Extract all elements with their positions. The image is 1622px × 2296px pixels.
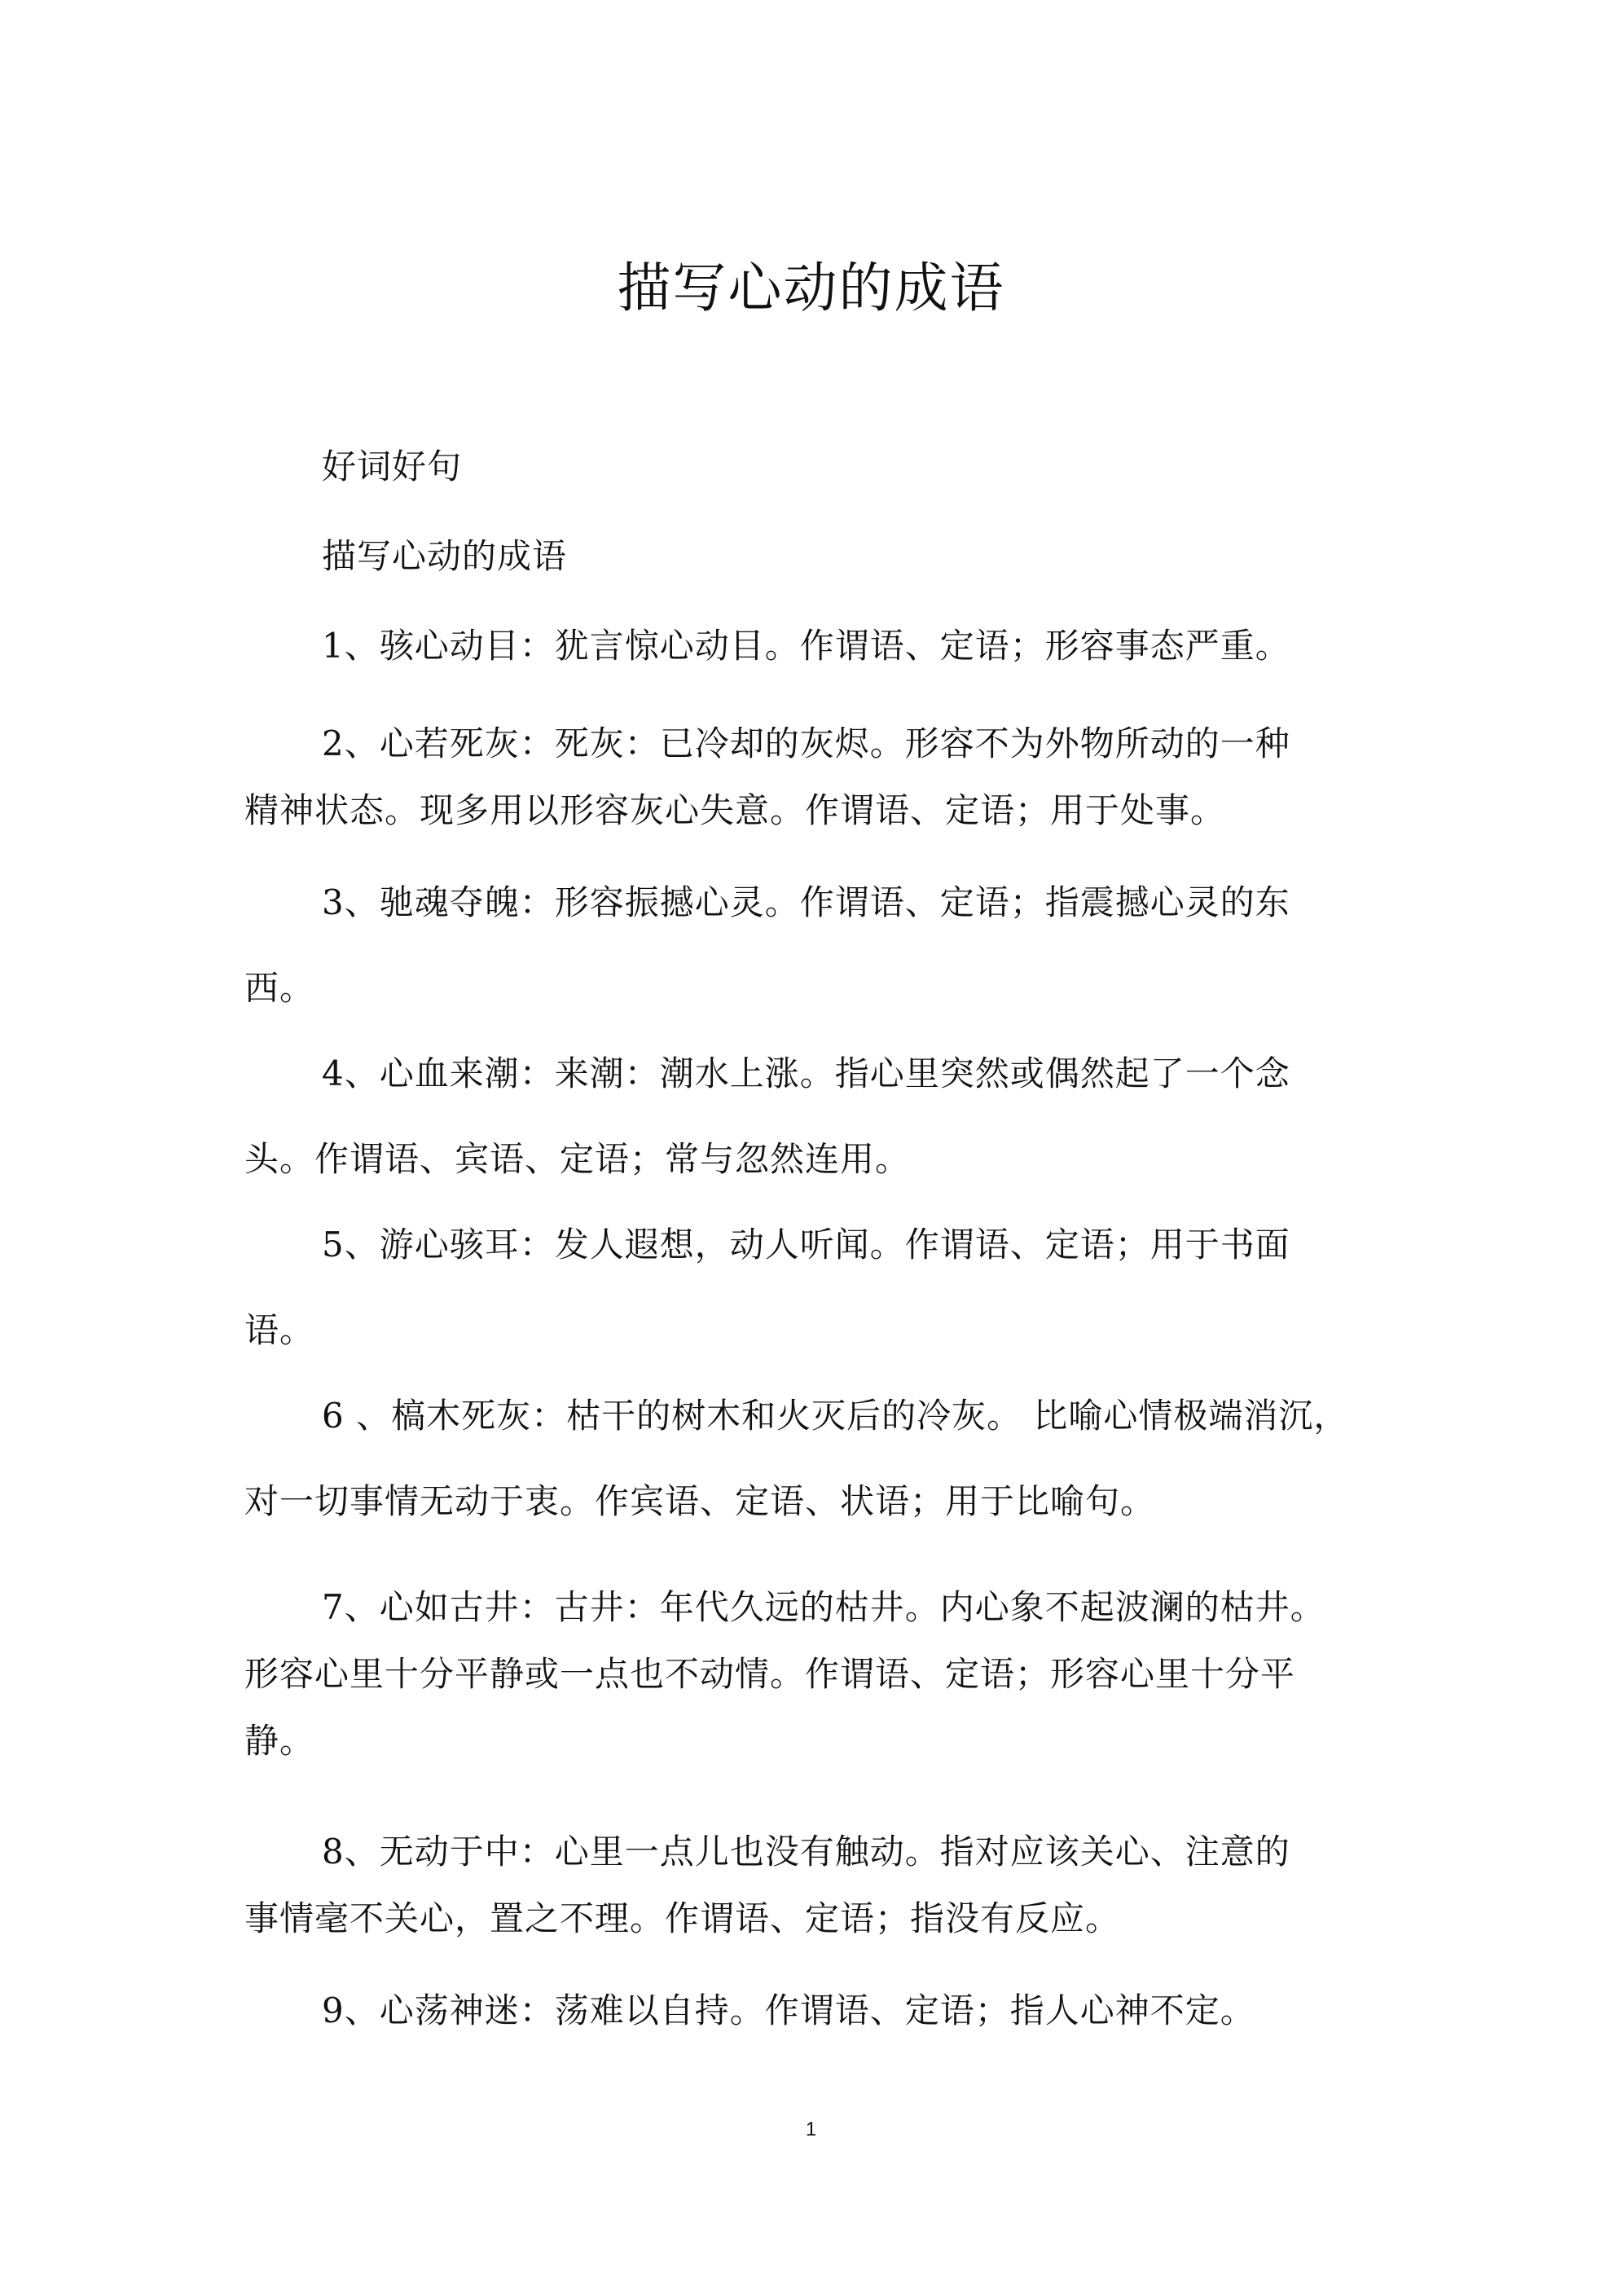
idiom-3-line-1: 3、驰魂夺魄：形容振撼心灵。作谓语、定语；指震撼心灵的东 bbox=[322, 882, 1290, 922]
section-heading: 描写心动的成语 bbox=[322, 536, 568, 576]
idiom-3-line-2: 西。 bbox=[244, 968, 315, 1008]
idiom-8-line-2: 事情毫不关心，置之不理。作谓语、定语；指没有反应。 bbox=[244, 1898, 1121, 1938]
idiom-9-line-1: 9、心荡神迷：荡难以自持。作谓语、定语；指人心神不定。 bbox=[322, 1990, 1255, 2030]
idiom-2-line-1: 2、心若死灰：死灰：已冷却的灰烬。形容不为外物所动的一种 bbox=[322, 724, 1290, 763]
idiom-6-line-1: 6 、槁木死灰：枯干的树木和火灭后的冷灰。 比喻心情极端消沉， bbox=[322, 1396, 1349, 1436]
section-label: 好词好句 bbox=[322, 446, 463, 486]
idiom-4-line-1: 4、心血来潮：来潮：潮水上涨。指心里突然或偶然起了一个念 bbox=[322, 1053, 1290, 1093]
page-title: 描写心动的成语 bbox=[617, 257, 1005, 319]
idiom-5-line-2: 语。 bbox=[244, 1310, 315, 1350]
idiom-2-line-2: 精神状态。现多用以形容灰心失意。作谓语、定语；用于处事。 bbox=[244, 790, 1226, 830]
idiom-7-line-2: 形容心里十分平静或一点也不动情。作谓语、定语；形容心里十分平 bbox=[244, 1654, 1296, 1694]
idiom-7-line-1: 7、心如古井：古井：年代久远的枯井。内心象不起波澜的枯井。 bbox=[322, 1587, 1325, 1627]
page-number: 1 bbox=[805, 2118, 817, 2140]
idiom-6-line-2: 对一切事情无动于衷。作宾语、定语、状语；用于比喻句。 bbox=[244, 1481, 1156, 1521]
idiom-7-line-3: 静。 bbox=[244, 1721, 315, 1761]
idiom-5-line-1: 5、游心骇耳：发人遐想，动人听闻。作谓语、定语；用于书面 bbox=[322, 1225, 1290, 1265]
idiom-1-line-1: 1、骇心动目：犹言惊心动目。作谓语、定语；形容事态严重。 bbox=[322, 626, 1290, 666]
idiom-4-line-2: 头。作谓语、宾语、定语；常与忽然连用。 bbox=[244, 1139, 911, 1179]
idiom-8-line-1: 8、无动于中：心里一点儿也没有触动。指对应该关心、注意的 bbox=[322, 1832, 1290, 1872]
